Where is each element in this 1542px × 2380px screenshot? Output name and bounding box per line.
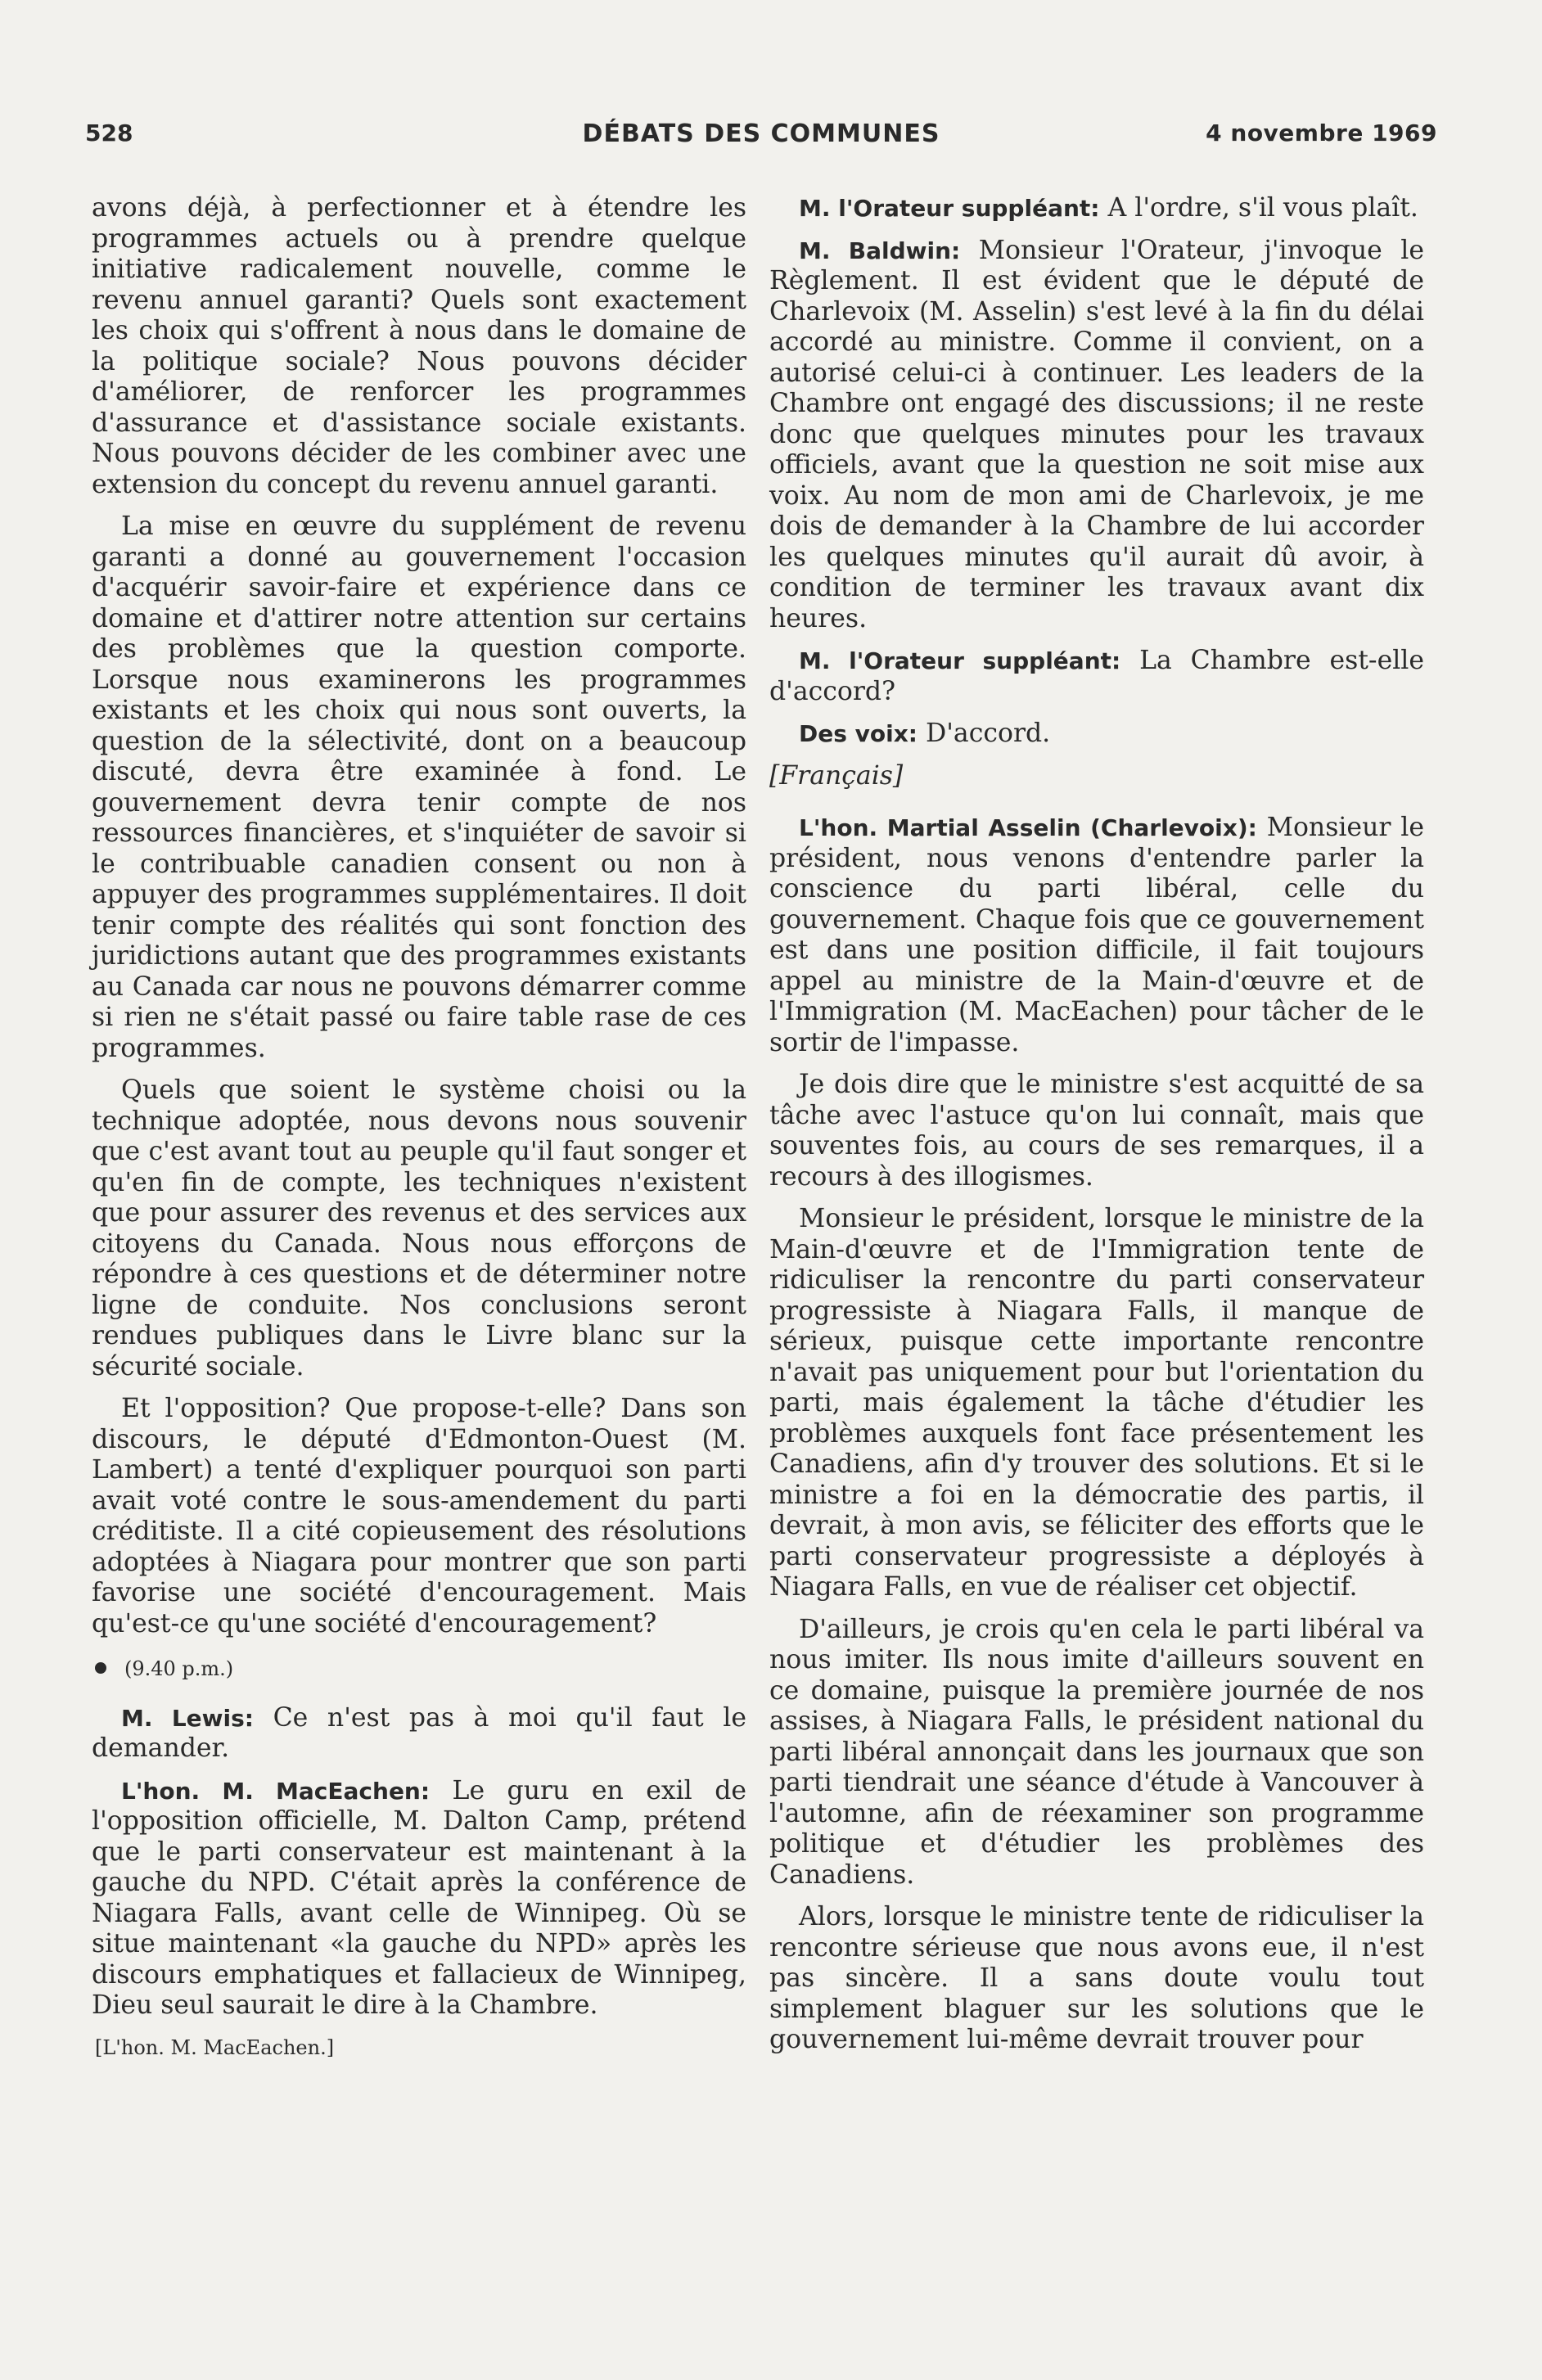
paragraph: La mise en œuvre du supplément de revenu garanti a donné au gouvernement l'occasion d'acquérir savoir-faire et expérience dans ce domaine et d'attirer notre attention sur certains des problèmes que la question comporte. Lorsque nous examinerons les programmes existants et les choix qui nous sont ouverts, la question de la sélectivité, dont on a beaucoup discuté, devra être examinée à fond. Le gouvernement devra tenir compte de nos ressources financières, et s'inquiéter de savoir si le contribuable canadien consent ou non à appuyer des programmes supplémentaires. Il doit tenir compte des réalités qui sont fonction des juridictions autant que des programmes existants au Canada car nous ne pouvons démarrer comme si rien ne s'était passé ou faire table rase de ces programmes. (92, 512, 746, 1063)
speech-text: A l'ordre, s'il vous plaît. (1107, 193, 1418, 223)
speaker-name: Des voix: (799, 720, 918, 747)
paragraph: Monsieur le président, lorsque le ministre de la Main-d'œuvre et de l'Immigration tente de ridiculiser la rencontre du parti conservateur progressiste à Niagara Falls, il manque de sérieux, puisque cette importante rencontre n'avait pas uniquement pour but l'orientation du parti, mais également la tâche d'étudier les problèmes auxquels font face présentement les Canadiens, afin d'y trouver des solutions. Et si le ministre a foi en la démocratie des partis, il devrait, à mon avis, se féliciter des efforts que le parti conservateur progressiste a déployés à Niagara Falls, en vue de réaliser cet objectif. (769, 1204, 1424, 1602)
speech-text: La Chambre est-elle d'accord? (769, 646, 1425, 706)
right-column (769, 193, 1424, 2067)
paragraph: D'ailleurs, je crois qu'en cela le parti libéral va nous imiter. Ils nous imite d'ailleurs souvent en ce domaine, puisque la première journée de nos assises, à Niagara Falls, le président national du parti libéral annonçait dans les journaux que son parti tiendrait une séance d'étude à Vancouver à l'automne, afin de réexaminer son programme politique et d'étudier les problèmes des Canadiens. (769, 1614, 1424, 1890)
left-column (92, 193, 746, 2063)
bullet-icon (95, 1662, 106, 1674)
speech-entry (769, 813, 1424, 1058)
speech-entry (92, 1776, 746, 2022)
paragraph: Et l'opposition? Que propose-t-elle? Dans son discours, le député d'Edmonton-Ouest (M. Lambert) a tenté d'expliquer pourquoi son parti avait voté contre le sous-amendement du parti créditiste. Il a cité copieusement des résolutions adoptées à Niagara pour montrer que son parti favorise une société d'encouragement. Mais qu'est-ce qu'une société d'encouragement? (92, 1394, 746, 1639)
speech-entry (769, 236, 1424, 635)
speech-text: Ce n'est pas à moi qu'il faut le demander. (92, 1702, 746, 1763)
speech-entry (92, 1703, 746, 1765)
page-header (85, 119, 1437, 169)
speaker-name: M. Lewis: (121, 1704, 254, 1732)
speaker-name: L'hon. M. MacEachen: (121, 1777, 431, 1805)
paragraph: Je dois dire que le ministre s'est acquitté de sa tâche avec l'astuce qu'on lui connaît, mais que souventes fois, au cours de ses remarques, il a recours à des illogismes. (769, 1070, 1424, 1192)
speaker-name: M. l'Orateur suppléant: (799, 647, 1121, 674)
paragraph: Alors, lorsque le ministre tente de ridiculiser la rencontre sérieuse que nous avons eue, il n'est pas sincère. Il a sans doute voulu tout simplement blaguer sur les solutions que le gouvernement lui-même devrait trouver pour (769, 1902, 1424, 2054)
speech-text: Le guru en exil de l'opposition officielle, M. Dalton Camp, prétend que le parti conservateur est maintenant à la gauche du NPD. C'était après la conférence de Niagara Falls, avant celle de Winnipeg. Où se situe maintenant «la gauche du NPD» après les discours emphatiques et fallacieux de Winnipeg, Dieu seul saurait le dire à la Chambre. (92, 1775, 747, 2020)
speech-text: Monsieur le président, nous venons d'entendre parler la conscience du parti libéral, celle du gouvernement. Chaque fois que ce gouvernement est dans une position difficile, il fait toujours appel au ministre de la Main-d'œuvre et de l'Immigration (M. MacEachen) pour tâcher de le sortir de l'impasse. (769, 813, 1424, 1057)
paragraph: avons déjà, à perfectionner et à étendre les programmes actuels ou à prendre quelque initiative radicalement nouvelle, comme le revenu annuel garanti? Quels sont exactement les choix qui s'offrent à nous dans le domaine de la politique sociale? Nous pouvons décider d'améliorer, de renforcer les programmes d'assurance et d'assistance sociale existants. Nous pouvons décider de les combiner avec une extension du concept du revenu annuel garanti. (92, 193, 746, 499)
publication-date: 4 novembre 1969 (1206, 119, 1437, 146)
speaker-name: L'hon. Martial Asselin (Charlevoix): (799, 814, 1257, 841)
speech-text: Monsieur l'Orateur, j'invoque le Règlement. Il est évident que le député de Charlevoix (M. Asselin) s'est levé à la fin du délai accordé au ministre. Comme il convient, on a autorisé celui-ci à continuer. Les leaders de la Chambre ont engagé des discussions; il ne reste donc que quelques minutes pour les travaux officiels, avant que la question ne soit mise aux voix. Au nom de mon ami de Charlevoix, je me dois de demander à la Chambre de lui accorder les quelques minutes qu'il aurait dû avoir, à condition de terminer les travaux avant dix heures. (769, 235, 1424, 633)
language-tag: [Français] (769, 760, 904, 791)
speech-entry (769, 719, 1424, 750)
page-number: 528 (85, 119, 133, 146)
speech-text: D'accord. (926, 719, 1051, 748)
speech-entry (769, 193, 1424, 224)
time-stamp (95, 1654, 746, 1685)
journal-title: DÉBATS DES COMMUNES (582, 119, 940, 148)
time-stamp-text: (9.40 p.m.) (124, 1657, 234, 1680)
paragraph: Quels que soient le système choisi ou la technique adoptée, nous devons nous souvenir que c'est avant tout au peuple qu'il faut songer et qu'en fin de compte, les techniques n'existent que pour assurer des revenus et des services aux citoyens du Canada. Nous nous efforçons de répondre à ces questions et de déterminer notre ligne de conduite. Nos conclusions seront rendues publiques dans le Livre blanc sur la sécurité sociale. (92, 1075, 746, 1382)
speaker-name: M. Baldwin: (799, 237, 961, 264)
speech-entry (769, 646, 1424, 707)
speaker-attribution: [L'hon. M. MacEachen.] (95, 2035, 335, 2059)
speaker-name: M. l'Orateur suppléant: (799, 195, 1100, 222)
